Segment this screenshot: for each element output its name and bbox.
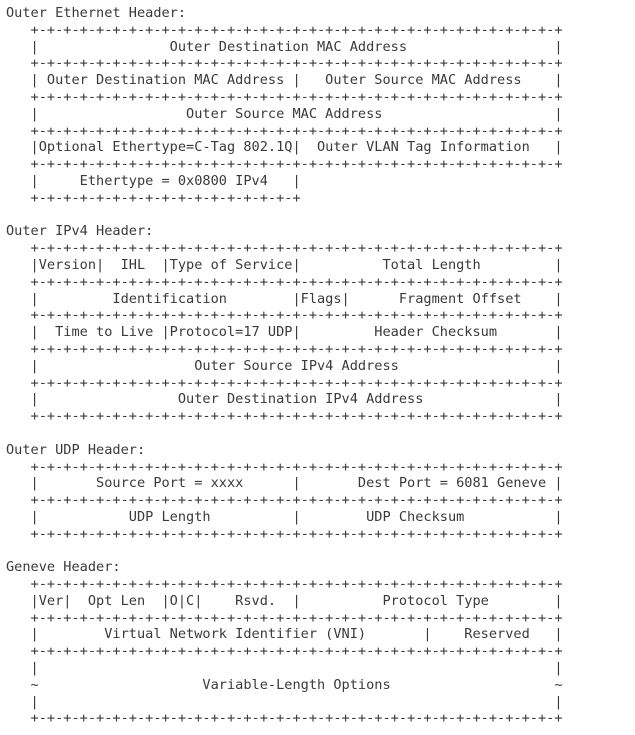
diagram-line: | Outer Source MAC Address | <box>6 105 563 122</box>
diagram-line: +-+-+-+-+-+-+-+-+-+-+-+-+-+-+-+-+-+-+-+-+-+-+-+-+-+-+-+-+-+-+-+-+ <box>6 122 563 139</box>
diagram-line: +-+-+-+-+-+-+-+-+-+-+-+-+-+-+-+-+-+-+-+-+-+-+-+-+-+-+-+-+-+-+-+-+ <box>6 307 563 324</box>
diagram-line: |Optional Ethertype=C-Tag 802.1Q| Outer VLAN Tag Information | <box>6 139 563 156</box>
section-heading: Outer Ethernet Header: <box>6 5 187 21</box>
diagram-line: | Virtual Network Identifier (VNI) | Reserved | <box>6 626 563 643</box>
diagram-line: +-+-+-+-+-+-+-+-+-+-+-+-+-+-+-+-+-+-+-+-+-+-+-+-+-+-+-+-+-+-+-+-+ <box>6 492 563 509</box>
diagram-line: +-+-+-+-+-+-+-+-+-+-+-+-+-+-+-+-+-+-+-+-+-+-+-+-+-+-+-+-+-+-+-+-+ <box>6 374 563 391</box>
diagram-line: | Outer Destination MAC Address | <box>6 38 563 55</box>
diagram-line: | Outer Destination MAC Address | Outer Source MAC Address | <box>6 72 563 89</box>
diagram-line: | | <box>6 693 563 710</box>
diagram-line: |Version| IHL |Type of Service| Total Length | <box>6 256 563 273</box>
diagram-line: | Source Port = xxxx | Dest Port = 6081 Geneve | <box>6 475 563 492</box>
section-heading: Outer UDP Header: <box>6 441 146 458</box>
diagram-line: +-+-+-+-+-+-+-+-+-+-+-+-+-+-+-+-+-+-+-+-+-+-+-+-+-+-+-+-+-+-+-+-+ <box>6 408 563 425</box>
diagram-line: +-+-+-+-+-+-+-+-+-+-+-+-+-+-+-+-+-+-+-+-+-+-+-+-+-+-+-+-+-+-+-+-+ <box>6 340 563 357</box>
diagram-line: +-+-+-+-+-+-+-+-+-+-+-+-+-+-+-+-+-+-+-+-+-+-+-+-+-+-+-+-+-+-+-+-+ <box>6 240 563 257</box>
diagram-line: +-+-+-+-+-+-+-+-+-+-+-+-+-+-+-+-+-+-+-+-+-+-+-+-+-+-+-+-+-+-+-+-+ <box>6 458 563 475</box>
diagram-line: +-+-+-+-+-+-+-+-+-+-+-+-+-+-+-+-+ <box>6 189 301 206</box>
diagram-line: | Outer Source IPv4 Address | <box>6 357 563 374</box>
section-heading: Outer IPv4 Header: <box>6 223 154 240</box>
diagram-line: | Outer Destination IPv4 Address | <box>6 391 563 408</box>
section-heading: Geneve Header: <box>6 559 121 576</box>
diagram-line: +-+-+-+-+-+-+-+-+-+-+-+-+-+-+-+-+-+-+-+-+-+-+-+-+-+-+-+-+-+-+-+-+ <box>6 156 563 173</box>
diagram-line: +-+-+-+-+-+-+-+-+-+-+-+-+-+-+-+-+-+-+-+-+-+-+-+-+-+-+-+-+-+-+-+-+ <box>6 55 563 72</box>
diagram-line: +-+-+-+-+-+-+-+-+-+-+-+-+-+-+-+-+-+-+-+-+-+-+-+-+-+-+-+-+-+-+-+-+ <box>6 643 563 660</box>
diagram-line: | UDP Length | UDP Checksum | <box>6 508 563 525</box>
packet-format-ascii-diagram <box>6 5 635 727</box>
diagram-line: +-+-+-+-+-+-+-+-+-+-+-+-+-+-+-+-+-+-+-+-+-+-+-+-+-+-+-+-+-+-+-+-+ <box>6 609 563 626</box>
diagram-line: | Identification |Flags| Fragment Offset | <box>6 290 563 307</box>
diagram-line: +-+-+-+-+-+-+-+-+-+-+-+-+-+-+-+-+-+-+-+-+-+-+-+-+-+-+-+-+-+-+-+-+ <box>6 525 563 542</box>
diagram-line: | Ethertype = 0x0800 IPv4 | <box>6 172 301 189</box>
diagram-line: | Time to Live |Protocol=17 UDP| Header Checksum | <box>6 324 563 341</box>
diagram-line: +-+-+-+-+-+-+-+-+-+-+-+-+-+-+-+-+-+-+-+-+-+-+-+-+-+-+-+-+-+-+-+-+ <box>6 273 563 290</box>
diagram-line: +-+-+-+-+-+-+-+-+-+-+-+-+-+-+-+-+-+-+-+-+-+-+-+-+-+-+-+-+-+-+-+-+ <box>6 88 563 105</box>
diagram-line: | | <box>6 660 563 677</box>
diagram-line: ~ Variable-Length Options ~ <box>6 676 563 693</box>
diagram-line: +-+-+-+-+-+-+-+-+-+-+-+-+-+-+-+-+-+-+-+-+-+-+-+-+-+-+-+-+-+-+-+-+ <box>6 21 563 38</box>
diagram-line: +-+-+-+-+-+-+-+-+-+-+-+-+-+-+-+-+-+-+-+-+-+-+-+-+-+-+-+-+-+-+-+-+ <box>6 576 563 593</box>
diagram-line: +-+-+-+-+-+-+-+-+-+-+-+-+-+-+-+-+-+-+-+-+-+-+-+-+-+-+-+-+-+-+-+-+ <box>6 710 563 727</box>
diagram-line: |Ver| Opt Len |O|C| Rsvd. | Protocol Type | <box>6 592 563 609</box>
